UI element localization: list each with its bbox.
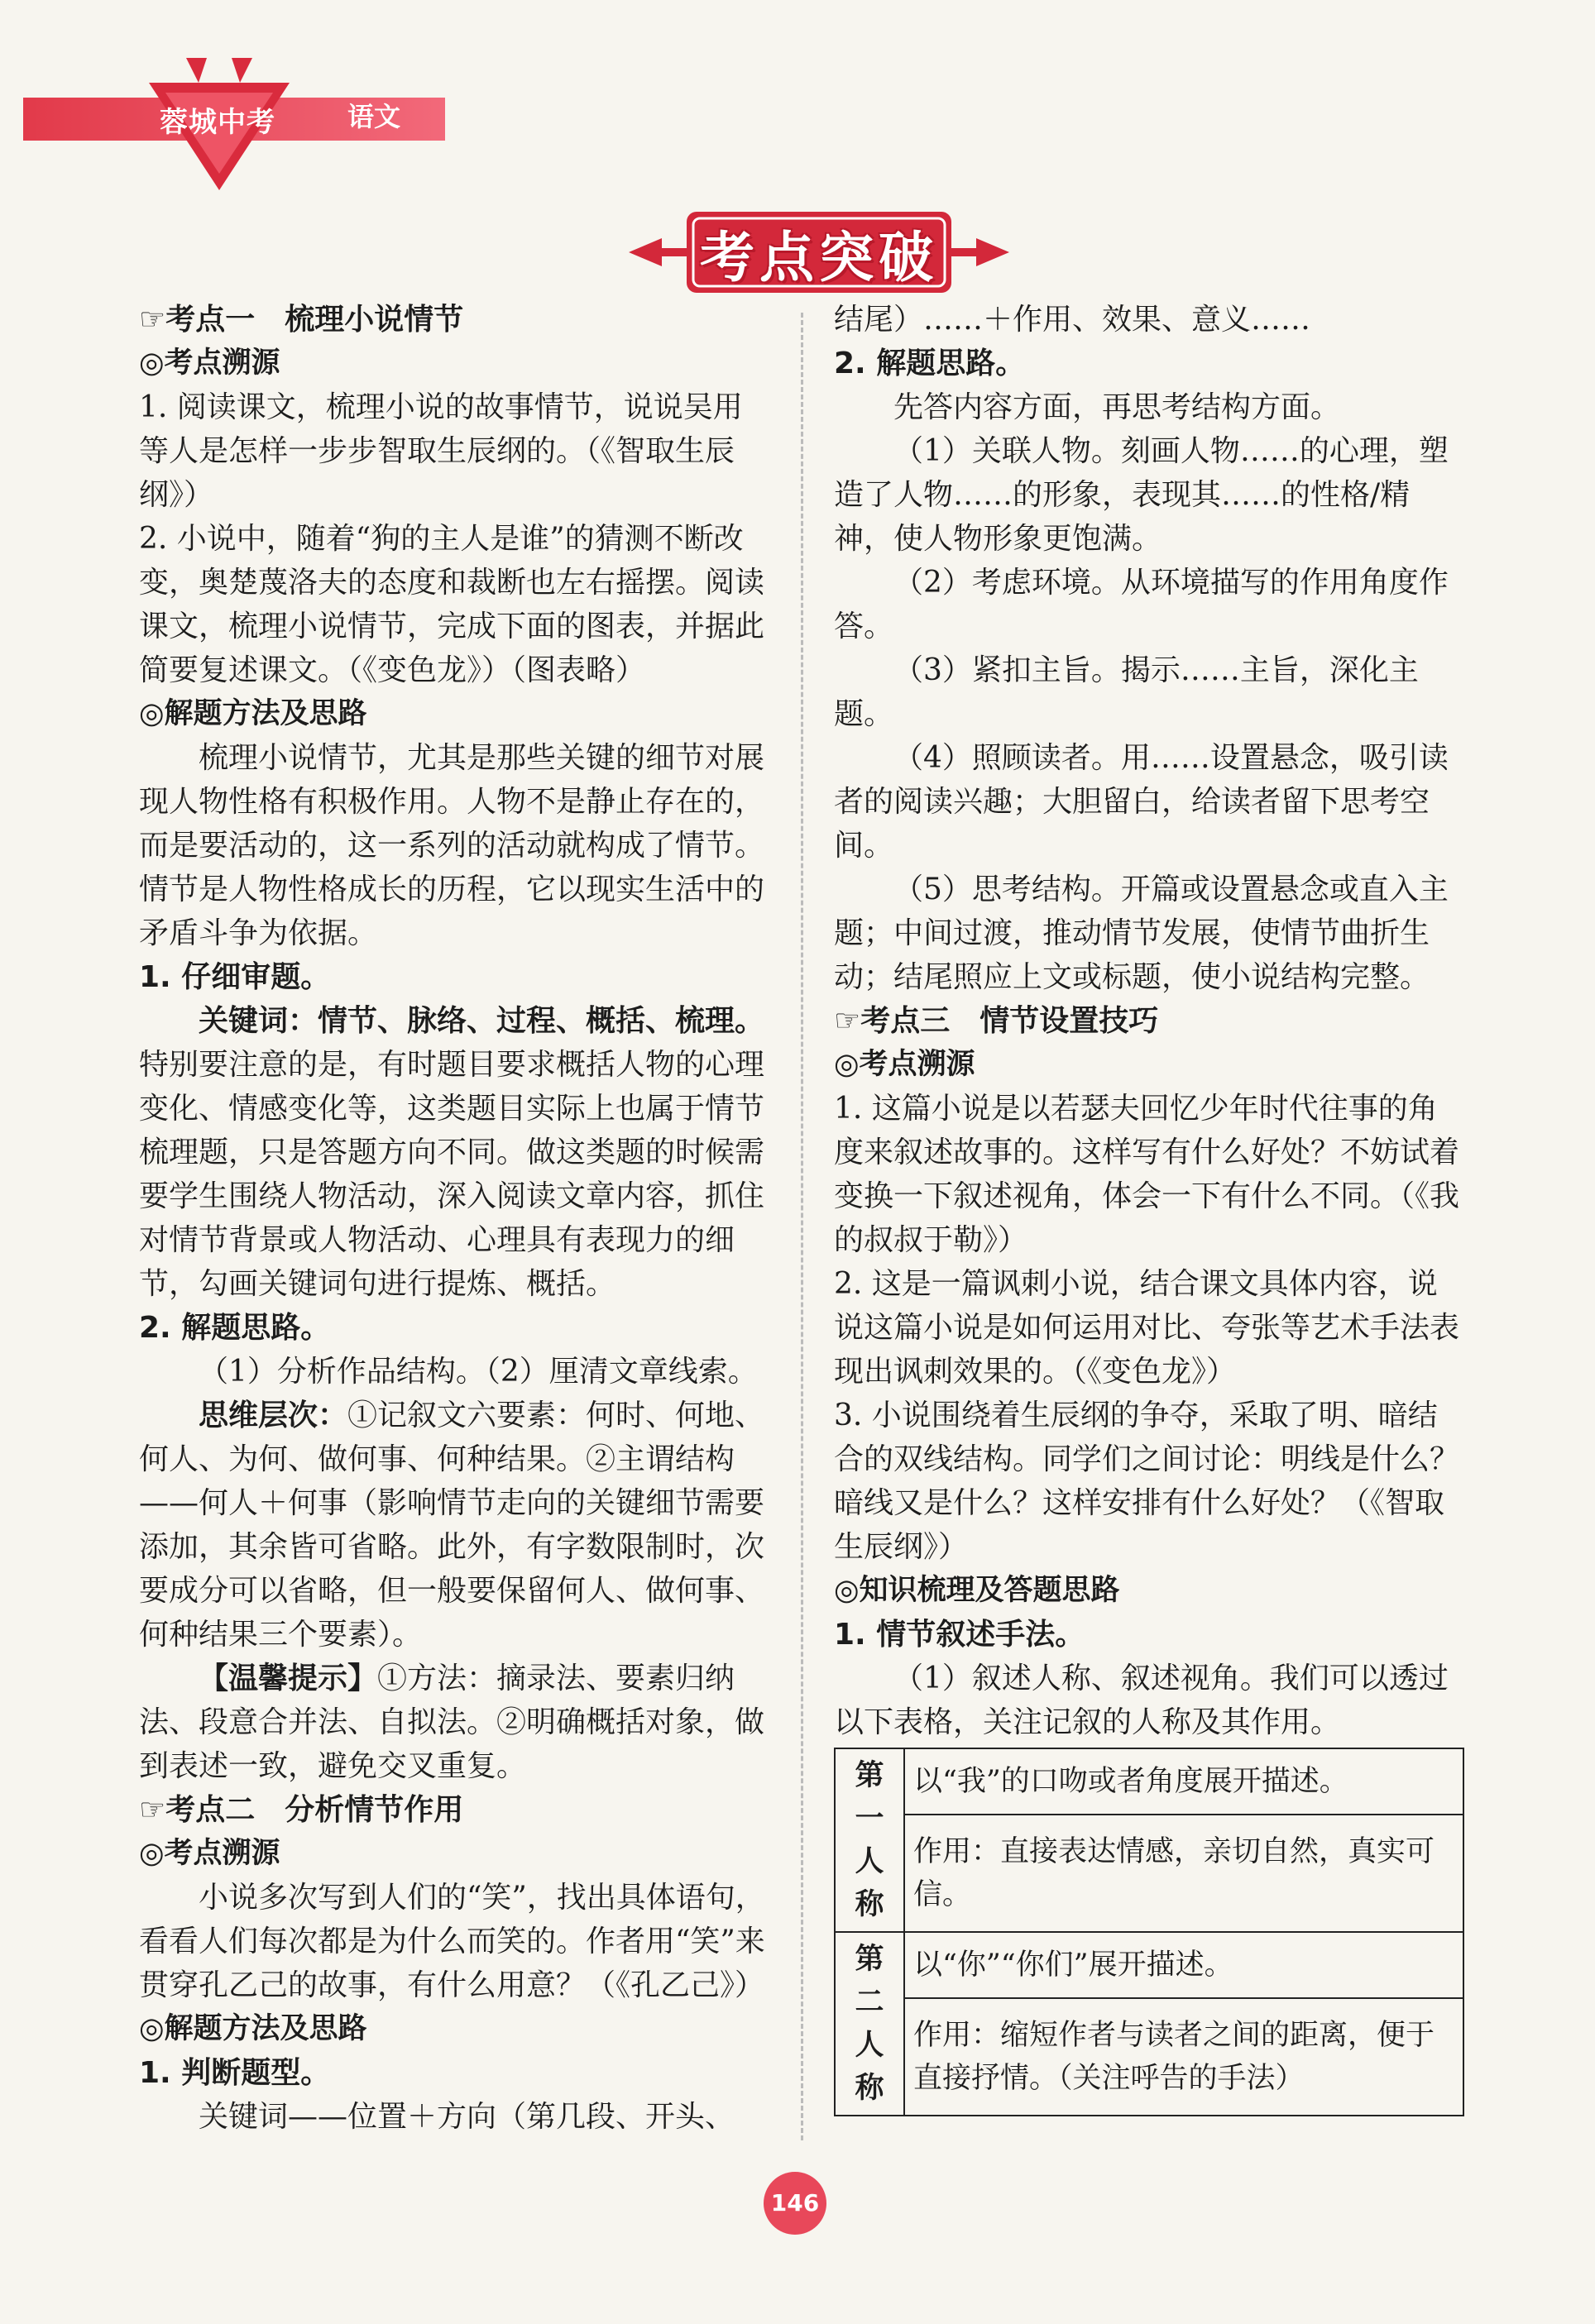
kaodian-1-step-2: 2. 解题思路。 bbox=[139, 1311, 331, 1345]
page-number: 146 bbox=[764, 2172, 826, 2235]
table-head-second-person: 第二人称 bbox=[835, 1932, 904, 2116]
thinking-levels-label: 思维层次： bbox=[199, 1399, 348, 1432]
kaodian-2-method-heading: ◎解题方法及思路 bbox=[139, 2012, 367, 2045]
kaodian-1-question-2: 2. 小说中，随着“狗的主人是谁”的猜测不断改变，奥楚蔑洛夫的态度和裁断也左右摇摆。阅读课文，梳理小说情节，完成下面的图表，并据此简要复述课文。（《变色龙》）（图表略） bbox=[139, 522, 765, 687]
kaodian-1-keywords: 关键词：情节、脉络、过程、概括、梳理。 bbox=[199, 1004, 765, 1038]
subject-label: 语文 bbox=[347, 101, 400, 132]
table-cell-effect: 作用：缩短作者与读者之间的距离，便于直接抒情。（关注呼告的手法） bbox=[904, 1998, 1463, 2116]
table-row bbox=[835, 1748, 1463, 1815]
table-row bbox=[835, 1932, 1463, 1998]
kaodian-3-knowledge-heading: ◎知识梳理及答题思路 bbox=[834, 1574, 1120, 1607]
kaodian-2-point-3: （3）紧扣主旨。揭示……主旨，深化主题。 bbox=[834, 653, 1419, 731]
kaodian-3-question-1: 1. 这篇小说是以若瑟夫回忆少年时代往事的角度来叙述故事的。这样写有什么好处？不妨试着变换一下叙述视角，体会一下有什么不同。（《我的叔叔于勒》） bbox=[834, 1092, 1460, 1257]
kaodian-2-point-1: （1）关联人物。刻画人物……的心理，塑造了人物……的形象，表现其……的性格/精神，使人物形象更饱满。 bbox=[834, 434, 1449, 556]
kaodian-1-step-1: 1. 仔细审题。 bbox=[139, 960, 331, 994]
section-title: 考点突破 bbox=[700, 226, 938, 289]
right-column bbox=[834, 298, 1463, 2116]
tip-label: 【温馨提示】 bbox=[199, 1662, 378, 1695]
kaodian-1-paragraph: 梳理小说情节，尤其是那些关键的细节对展现人物性格有积极作用。人物不是静止存在的，而是要活动的，这一系列的活动就构成了情节。情节是人物性格成长的历程，它以现实生活中的矛盾斗争为依据。 bbox=[139, 741, 765, 950]
kaodian-2-continued: 结尾）……＋作用、效果、意义…… bbox=[834, 303, 1311, 337]
kaodian-2-step-1-text: 关键词——位置＋方向（第几段、开头、 bbox=[199, 2100, 735, 2134]
kaodian-3-step-1: 1. 情节叙述手法。 bbox=[834, 1618, 1085, 1652]
person-table bbox=[834, 1748, 1464, 2116]
kaodian-2-step-1: 1. 判断题型。 bbox=[139, 2056, 331, 2090]
kaodian-2-point-5: （5）思考结构。开篇或设置悬念或直入主题；中间过渡，推动情节发展，使情节曲折生动；结尾照应上文或标题，使小说结构完整。 bbox=[834, 873, 1449, 994]
kaodian-3-title: ☞考点三 情节设置技巧 bbox=[834, 1004, 1159, 1038]
kaodian-1-trace-heading: ◎考点溯源 bbox=[139, 347, 280, 380]
kaodian-2-point-4: （4）照顾读者。用……设置悬念，吸引读者的阅读兴趣；大胆留白，给读者留下思考空间。 bbox=[834, 741, 1449, 863]
thinking-levels-text: ①记叙文六要素：何时、何地、何人、为何、做何事、何种结果。②主谓结构——何人＋何事（影响情节走向的关键细节需要添加，其余皆可省略。此外，有字数限制时，次要成分可以省略，但一般要保留何人、做何事、何种结果三个要素）。 bbox=[139, 1399, 765, 1652]
kaodian-3-question-2: 2. 这是一篇讽刺小说，结合课文具体内容，说说这篇小说是如何运用对比、夸张等艺术手法表现出讽刺效果的。（《变色龙》） bbox=[834, 1267, 1460, 1389]
kaodian-1-title: ☞考点一 梳理小说情节 bbox=[139, 303, 464, 337]
kaodian-2-point-2: （2）考虑环境。从环境描写的作用角度作答。 bbox=[834, 566, 1449, 643]
kaodian-1-step-2-text: （1）分析作品结构。（2）厘清文章线索。 bbox=[199, 1355, 758, 1389]
kaodian-3-step-1-text: （1）叙述人称、叙述视角。我们可以透过以下表格，关注记叙的人称及其作用。 bbox=[834, 1662, 1449, 1739]
kaodian-1-keywords-text: 特别要注意的是，有时题目要求概括人物的心理变化、情感变化等，这类题目实际上也属于情节梳理题，只是答题方向不同。做这类题的时候需要学生围绕人物活动，深入阅读文章内容，抓住对情节背景或人物活动、心理具有表现力的细节，勾画关键词句进行提炼、概括。 bbox=[139, 1048, 765, 1301]
kaodian-2-step-2-text: 先答内容方面，再思考结构方面。 bbox=[893, 390, 1341, 424]
kaodian-2-trace-heading: ◎考点溯源 bbox=[139, 1837, 280, 1870]
table-head-first-person: 第一人称 bbox=[835, 1748, 904, 1932]
table-cell-desc: 以“你”“你们”展开描述。 bbox=[904, 1932, 1463, 1998]
kaodian-2-question: 小说多次写到人们的“笑”，找出具体语句，看看人们每次都是为什么而笑的。作者用“笑”来贯穿孔乙己的故事，有什么用意？（《孔乙己》） bbox=[139, 1881, 765, 2002]
kaodian-3-question-3: 3. 小说围绕着生辰纲的争夺，采取了明、暗结合的双线结构。同学们之间讨论：明线是什么？暗线又是什么？这样安排有什么好处？（《智取生辰纲》） bbox=[834, 1399, 1460, 1564]
column-divider bbox=[801, 313, 803, 2140]
kaodian-2-title: ☞考点二 分析情节作用 bbox=[139, 1793, 464, 1827]
kaodian-3-trace-heading: ◎考点溯源 bbox=[834, 1048, 975, 1081]
table-row bbox=[835, 1998, 1463, 2116]
table-row bbox=[835, 1815, 1463, 1932]
left-column bbox=[139, 298, 768, 2139]
kaodian-1-question-1: 1. 阅读课文，梳理小说的故事情节，说说吴用等人是怎样一步步智取生辰纲的。（《智取生辰纲》） bbox=[139, 390, 743, 512]
kaodian-2-step-2: 2. 解题思路。 bbox=[834, 347, 1026, 380]
brand-logo-text: 蓉城中考 bbox=[160, 106, 275, 139]
table-cell-desc: 以“我”的口吻或者角度展开描述。 bbox=[904, 1748, 1463, 1815]
table-cell-effect: 作用：直接表达情感，亲切自然，真实可信。 bbox=[904, 1815, 1463, 1932]
tip-text: ①方法：摘录法、要素归纳法、段意合并法、自拟法。②明确概括对象，做到表述一致，避免交叉重复。 bbox=[139, 1662, 765, 1783]
kaodian-1-method-heading: ◎解题方法及思路 bbox=[139, 697, 367, 730]
